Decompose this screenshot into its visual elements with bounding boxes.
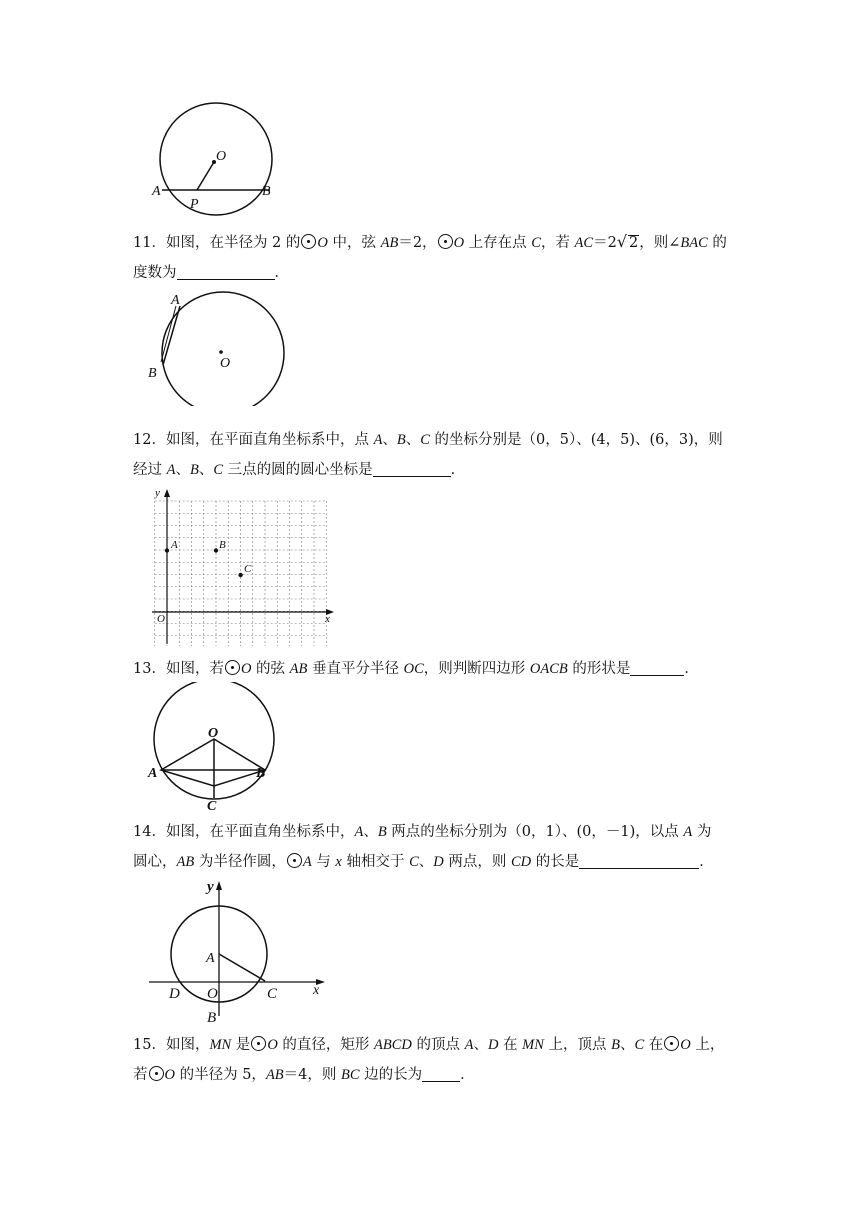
- q14-text: 、: [418, 854, 434, 870]
- q15-var-abcd: ABCD: [374, 1037, 412, 1053]
- q15-var-ab: AB: [265, 1067, 284, 1083]
- question-12: [133, 425, 733, 485]
- q15-text: 如图，: [165, 1037, 210, 1053]
- q15-circle-name: O: [267, 1037, 278, 1053]
- q11-text: 上存在点: [464, 235, 532, 251]
- label-x: x: [313, 983, 320, 998]
- q12-var-a: A: [166, 462, 176, 478]
- q13-text: 如图，若: [165, 661, 224, 677]
- point-b: [214, 548, 218, 552]
- q15-var-mn: MN: [522, 1037, 544, 1053]
- label-b: B: [219, 539, 226, 551]
- q14-text: 两点，则: [443, 854, 511, 870]
- quadrilateral-oacb: [161, 739, 265, 786]
- q11-text: 如图，在半径为 2 的: [165, 235, 301, 251]
- q15-text: 的半径为 5，: [174, 1067, 266, 1083]
- label-o: O: [208, 726, 219, 741]
- q12-var-b: B: [396, 432, 406, 448]
- label-o: O: [207, 986, 218, 1002]
- question-15: [133, 1030, 733, 1090]
- q14-var-a: A: [354, 824, 364, 840]
- point-a: [165, 548, 169, 552]
- q15-text: 在: [644, 1037, 664, 1053]
- point-c: [238, 573, 242, 577]
- q12-text: 经过: [133, 462, 167, 478]
- q15-text: 上，顶点: [543, 1037, 612, 1053]
- q14-number: 14．: [133, 824, 166, 840]
- label-p: P: [190, 197, 199, 212]
- q14-var-x: x: [335, 854, 342, 870]
- q12-text: 三点的圆的圆心坐标是: [223, 462, 373, 478]
- label-a: A: [148, 766, 158, 781]
- q11-number: 11．: [133, 235, 166, 251]
- q14-var-cd: CD: [510, 854, 532, 870]
- answer-blank[interactable]: [422, 1065, 460, 1082]
- q15-var-c: C: [634, 1037, 645, 1053]
- label-b: B: [262, 184, 271, 199]
- label-b: B: [207, 1010, 217, 1026]
- q13-text: 的形状是: [567, 661, 631, 677]
- q11-text: ，若: [540, 235, 575, 251]
- q13-var-oacb: OACB: [529, 661, 568, 677]
- label-d: D: [169, 986, 180, 1002]
- q14-var-ab: AB: [176, 854, 195, 870]
- q12-number: 12．: [133, 432, 166, 448]
- label-b: B: [148, 366, 157, 381]
- q14-text: 为半径作圆，: [194, 854, 286, 870]
- label-a: A: [171, 539, 178, 551]
- q11-circle-name: O: [453, 235, 465, 251]
- figure-q10-circle: [150, 100, 280, 218]
- q15-text: 的顶点: [411, 1037, 465, 1053]
- q11-text: 度数为: [133, 265, 177, 281]
- q12-text: 、: [175, 462, 190, 478]
- q15-text: 若: [133, 1067, 148, 1083]
- circle-o: [162, 292, 284, 406]
- q15-text: 、: [473, 1037, 488, 1053]
- q11-sqrt-value: 2: [629, 235, 639, 251]
- q11-text: ＝2，: [398, 235, 437, 251]
- answer-blank[interactable]: [177, 263, 275, 280]
- q14-var-a: A: [683, 824, 693, 840]
- question-11: [133, 227, 733, 288]
- label-o: O: [157, 613, 165, 625]
- y-axis-arrow: [216, 881, 222, 890]
- chord-ab-edge: [161, 306, 176, 362]
- q14-text: 为: [692, 824, 712, 840]
- q15-var-a: A: [464, 1037, 474, 1053]
- q12-text: 、: [405, 432, 421, 448]
- q13-var-oc: OC: [403, 661, 424, 677]
- circle-dot-symbol: [438, 234, 453, 249]
- q14-var-d: D: [433, 854, 444, 870]
- q12-var-c: C: [420, 432, 430, 448]
- q15-number: 15．: [133, 1037, 166, 1053]
- q11-text: 中，弦: [327, 235, 381, 251]
- sqrt-symbol: √: [616, 232, 628, 251]
- q11-circle-name: O: [317, 235, 328, 251]
- q11-text: ．: [274, 265, 289, 281]
- q15-var-d: D: [487, 1037, 499, 1053]
- q14-text: 如图，在平面直角坐标系中，: [165, 824, 355, 840]
- label-a: A: [206, 951, 215, 966]
- circle-dot-symbol: [149, 1066, 164, 1081]
- q15-text: 在: [498, 1037, 523, 1053]
- label-b: B: [256, 766, 266, 781]
- q13-text: ，则判断四边形: [423, 661, 530, 677]
- q12-text: 、: [198, 462, 214, 478]
- circle-dot-symbol: [664, 1036, 679, 1051]
- q15-text: ．: [460, 1067, 475, 1083]
- q14-text: 圆心，: [133, 854, 177, 870]
- label-y: y: [155, 487, 160, 499]
- q13-circle-name: O: [240, 661, 252, 677]
- answer-blank[interactable]: [373, 460, 451, 477]
- q14-text: ．: [699, 854, 714, 870]
- label-c: C: [267, 986, 278, 1002]
- circle-dot-symbol: [225, 660, 240, 675]
- q12-var-b: B: [189, 462, 199, 478]
- circle-dot-symbol: [301, 234, 316, 249]
- q14-text: 、: [363, 824, 378, 840]
- label-c: C: [244, 563, 252, 575]
- q12-var-a: A: [373, 432, 383, 448]
- label-c: C: [207, 799, 217, 812]
- q12-text: 、: [382, 432, 397, 448]
- q15-text: 、: [619, 1037, 635, 1053]
- q14-text: 的长是: [531, 854, 580, 870]
- q11-var-c: C: [531, 235, 541, 251]
- q13-number: 13．: [133, 661, 166, 677]
- q15-circle-name: O: [164, 1067, 175, 1083]
- q11-var-ac: AC: [574, 235, 594, 251]
- q13-text: ．: [684, 661, 699, 677]
- q15-var-b: B: [611, 1037, 620, 1053]
- figure-q13-circle: [144, 682, 279, 812]
- q15-text: 是: [231, 1037, 251, 1053]
- label-a: A: [171, 293, 180, 308]
- q13-text: 垂直平分半径: [307, 661, 404, 677]
- question-13: [133, 654, 733, 684]
- q11-var-ab: AB: [380, 235, 399, 251]
- q15-var-bc: BC: [341, 1067, 360, 1083]
- q14-var-b: B: [377, 824, 387, 840]
- answer-blank[interactable]: [579, 852, 699, 869]
- question-14: [133, 817, 733, 877]
- q15-text: ＝4，则: [283, 1067, 341, 1083]
- answer-blank[interactable]: [630, 659, 684, 676]
- q13-text: 的弦: [251, 661, 290, 677]
- y-axis-arrow: [164, 489, 170, 497]
- q15-text: 上，: [690, 1037, 725, 1053]
- q15-circle-name: O: [680, 1037, 691, 1053]
- q14-text: 与: [311, 854, 336, 870]
- figure-q12-grid: [148, 486, 338, 646]
- q11-var-bac: BAC: [680, 235, 708, 251]
- label-y: y: [207, 879, 214, 895]
- circle-dot-symbol: [251, 1036, 266, 1051]
- label-a: A: [152, 184, 161, 199]
- q11-text: ＝2: [593, 235, 617, 251]
- figure-q14-coordinate: [145, 876, 335, 1026]
- q12-text: ．: [450, 462, 466, 478]
- q15-var-mn: MN: [209, 1037, 232, 1053]
- q11-text: ，则∠: [639, 235, 681, 251]
- q14-text: 两点的坐标分别为（0，1）、(0，－1)，以点: [386, 824, 684, 840]
- q14-text: 轴相交于: [341, 854, 410, 870]
- q15-text: 边的长为: [359, 1067, 423, 1083]
- chord-ab: [163, 306, 180, 365]
- q11-text: 的: [707, 235, 727, 251]
- label-o: O: [216, 149, 227, 164]
- q14-circle-name: A: [302, 854, 312, 870]
- center-dot: [219, 350, 223, 354]
- q13-var-ab: AB: [289, 661, 308, 677]
- radius-ac: [219, 954, 265, 981]
- q14-var-c: C: [409, 854, 419, 870]
- label-x: x: [325, 613, 330, 625]
- segment-op: [197, 162, 214, 190]
- figure-q11-circle: [143, 288, 293, 406]
- q12-text: 的坐标分别是（0，5）、(4，5)、(6，3)，则: [429, 432, 723, 448]
- q12-text: 如图，在平面直角坐标系中，点: [165, 432, 374, 448]
- q15-text: 的直径，矩形: [277, 1037, 375, 1053]
- label-o: O: [220, 356, 231, 371]
- circle-dot-symbol: [287, 853, 302, 868]
- q12-var-c: C: [213, 462, 223, 478]
